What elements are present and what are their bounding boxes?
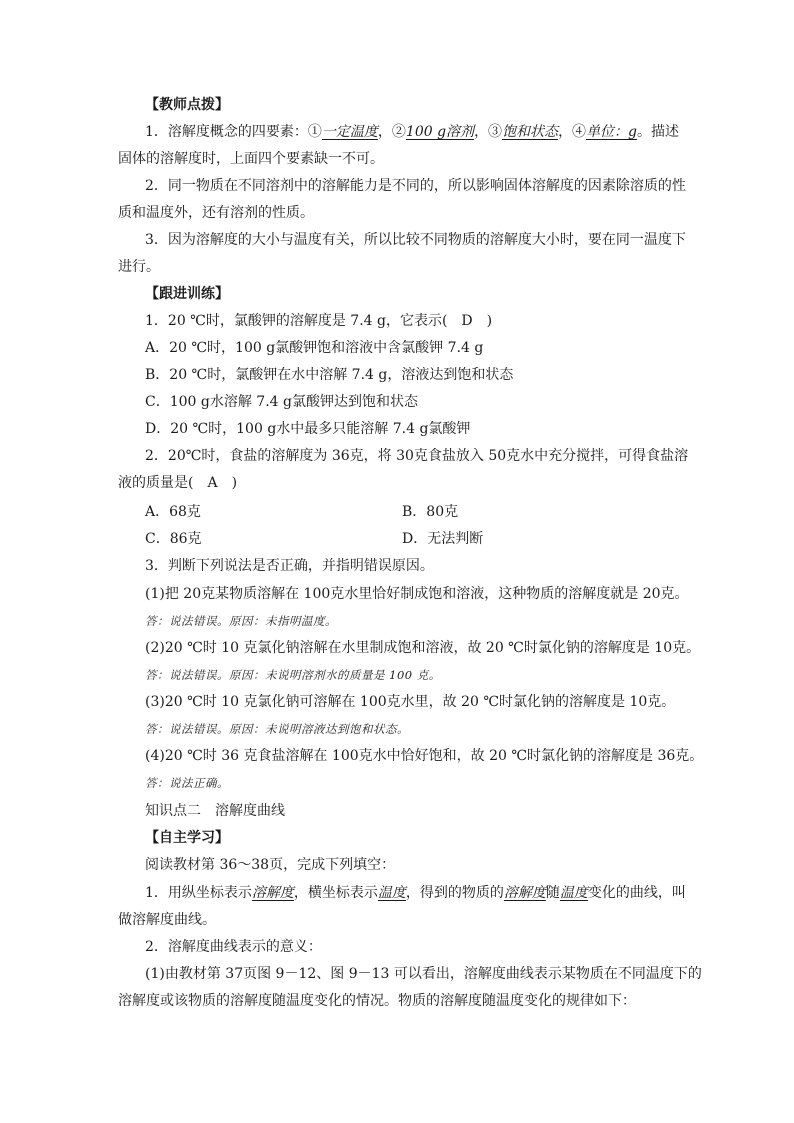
q1-option-b: B．20 ℃时，氯酸钾在水中溶解 7.4 g，溶液达到饱和状态 [145,367,514,383]
q3-statement-4: (4)20 ℃时 36 克食盐溶解在 100克水中恰好饱和，故 20 ℃时氯化钠的溶解度是 36克。 [145,748,704,764]
curve-definition-line-1: 1．用纵坐标表示溶解度，横坐标表示温度，得到的物质的溶解度随温度变化的曲线，叫 [145,885,686,901]
q1-option-c: C．100 g水溶解 7.4 g氯酸钾达到饱和状态 [145,394,418,410]
curve-meaning-line-2: 溶解度或该物质的溶解度随温度变化的情况。物质的溶解度随温度变化的规律如下： [118,993,636,1009]
q3-statement-2: (2)20 ℃时 10 克氯化钠溶解在水里制成饱和溶液，故 20 ℃时氯化钠的溶解度是 10克。 [145,640,701,656]
answer-fill-solubility: 溶解度 [503,885,546,901]
q3-answer-4: 答：说法正确。 [145,776,229,790]
self-study-heading: 【自主学习】 [145,830,229,846]
answer-fill-solvent: 100 g溶剂 [405,124,475,140]
answer-fill-temperature: 一定温度 [321,124,378,140]
teacher-tips-heading: 【教师点拨】 [145,97,229,113]
section-2-title: 知识点二 溶解度曲线 [145,803,285,819]
q2-option-b: B．80克 [402,504,459,520]
q3-statement-3: (3)20 ℃时 10 克氯化钠可溶解在 100克水里，故 20 ℃时氯化钠的溶解度是 10克。 [145,694,676,710]
q3-statement-1: (1)把 20克某物质溶解在 100克水里恰好制成饱和溶液，这种物质的溶解度就是 20克。 [145,586,689,602]
q1-option-d: D．20 ℃时，100 g水中最多只能溶解 7.4 g氯酸钾 [145,421,471,437]
q2-option-c: C．86克 [145,531,202,547]
q2-stem-line-1: 2．20℃时，食盐的溶解度为 36克，将 30克食盐放入 50克水中充分搅拌，可得食盐溶 [145,448,689,464]
tip-2-line-2: 质和温度外，还有溶剂的性质。 [118,205,314,221]
answer-fill-temperature-2: 温度 [559,885,588,901]
q3-answer-2: 答：说法错误。原因：未说明溶剂水的质量是 100 克。 [145,668,441,682]
curve-meaning-line-1: (1)由教材第 37页图 9－12、图 9－13 可以看出，溶解度曲线表示某物质在不同温度下的 [145,966,702,982]
curve-meaning-heading: 2．溶解度曲线表示的意义： [145,939,322,955]
q3-stem: 3．判断下列说法是否正确，并指明错误原因。 [145,558,434,574]
answer-fill-x-axis: 温度 [377,885,406,901]
q1-stem: 1．20 ℃时，氯酸钾的溶解度是 7.4 g，它表示( D ) [145,313,493,329]
q3-answer-3: 答：说法错误。原因：未说明溶液达到饱和状态。 [145,722,409,736]
tip-1-line-1: 1．溶解度概念的四要素：①一定温度，②100 g溶剂，③饱和状态，④单位：g。描述 [145,124,680,140]
curve-definition-line-2: 做溶解度曲线。 [118,912,216,928]
answer-fill-saturated: 饱和状态 [502,124,559,140]
q1-option-a: A．20 ℃时，100 g氯酸钾饱和溶液中含氯酸钾 7.4 g [145,340,484,356]
q2-stem-line-2: 液的质量是( A ) [118,475,238,491]
q2-option-a: A．68克 [145,504,201,520]
answer-fill-unit: 单位：g [586,124,638,140]
follow-up-heading: 【跟进训练】 [145,286,229,302]
tip-3-line-2: 进行。 [118,259,160,275]
tip-3-line-1: 3．因为溶解度的大小与温度有关，所以比较不同物质的溶解度大小时，要在同一温度下 [145,232,686,248]
q2-option-d: D．无法判断 [402,531,484,547]
answer-fill-y-axis: 溶解度 [251,885,294,901]
tip-1-line-2: 固体的溶解度时，上面四个要素缺一不可。 [118,151,384,167]
q3-answer-1: 答：说法错误。原因：未指明温度。 [145,614,337,628]
tip-2-line-1: 2．同一物质在不同溶剂中的溶解能力是不同的，所以影响固体溶解度的因素除溶质的性 [145,178,686,194]
reading-instruction: 阅读教材第 36～38页，完成下列填空： [145,857,396,873]
